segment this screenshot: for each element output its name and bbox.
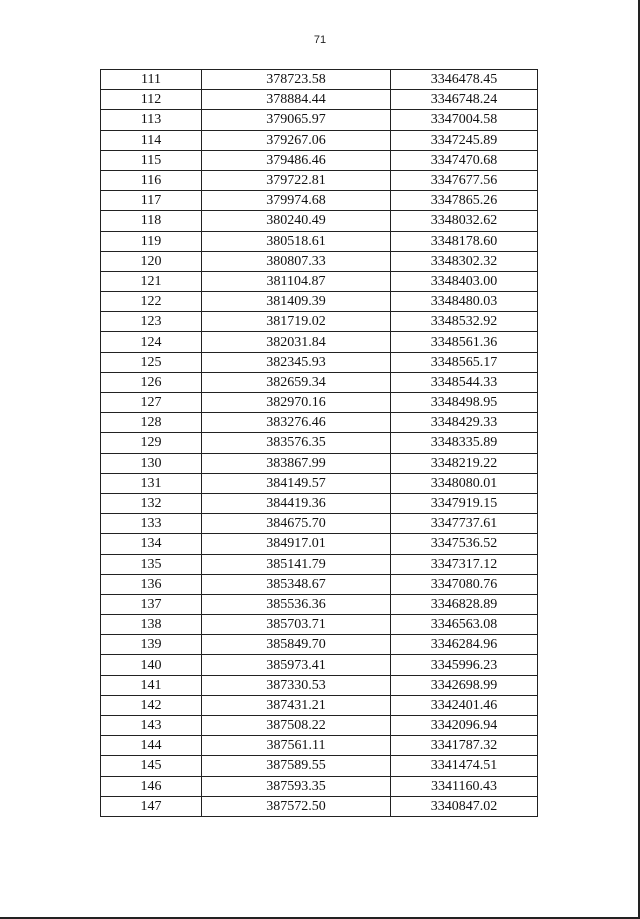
x-coordinate-cell: 379722.81 bbox=[202, 170, 391, 190]
point-number-cell: 124 bbox=[101, 332, 202, 352]
table-row bbox=[101, 534, 538, 554]
point-number-cell: 129 bbox=[101, 433, 202, 453]
point-number-cell: 146 bbox=[101, 776, 202, 796]
x-coordinate-cell: 382659.34 bbox=[202, 372, 391, 392]
x-coordinate-cell: 383576.35 bbox=[202, 433, 391, 453]
x-coordinate-cell: 382345.93 bbox=[202, 352, 391, 372]
point-number-cell: 113 bbox=[101, 110, 202, 130]
y-coordinate-cell: 3348403.00 bbox=[391, 271, 538, 291]
point-number-cell: 137 bbox=[101, 594, 202, 614]
x-coordinate-cell: 381719.02 bbox=[202, 312, 391, 332]
point-number-cell: 133 bbox=[101, 514, 202, 534]
x-coordinate-cell: 384917.01 bbox=[202, 534, 391, 554]
table-row bbox=[101, 150, 538, 170]
y-coordinate-cell: 3348532.92 bbox=[391, 312, 538, 332]
x-coordinate-cell: 385703.71 bbox=[202, 615, 391, 635]
x-coordinate-cell: 385348.67 bbox=[202, 574, 391, 594]
x-coordinate-cell: 387593.35 bbox=[202, 776, 391, 796]
table-row bbox=[101, 796, 538, 816]
y-coordinate-cell: 3340847.02 bbox=[391, 796, 538, 816]
y-coordinate-cell: 3347245.89 bbox=[391, 130, 538, 150]
x-coordinate-cell: 382031.84 bbox=[202, 332, 391, 352]
x-coordinate-cell: 380240.49 bbox=[202, 211, 391, 231]
x-coordinate-cell: 385536.36 bbox=[202, 594, 391, 614]
table-row bbox=[101, 716, 538, 736]
table-row bbox=[101, 292, 538, 312]
table-row bbox=[101, 393, 538, 413]
y-coordinate-cell: 3346828.89 bbox=[391, 594, 538, 614]
point-number-cell: 140 bbox=[101, 655, 202, 675]
x-coordinate-cell: 385849.70 bbox=[202, 635, 391, 655]
y-coordinate-cell: 3348429.33 bbox=[391, 413, 538, 433]
y-coordinate-cell: 3347317.12 bbox=[391, 554, 538, 574]
table-row bbox=[101, 211, 538, 231]
y-coordinate-cell: 3345996.23 bbox=[391, 655, 538, 675]
point-number-cell: 142 bbox=[101, 695, 202, 715]
y-coordinate-cell: 3347470.68 bbox=[391, 150, 538, 170]
point-number-cell: 138 bbox=[101, 615, 202, 635]
x-coordinate-cell: 378723.58 bbox=[202, 70, 391, 90]
page-number: 71 bbox=[313, 34, 327, 46]
point-number-cell: 139 bbox=[101, 635, 202, 655]
x-coordinate-cell: 381409.39 bbox=[202, 292, 391, 312]
table-row bbox=[101, 271, 538, 291]
x-coordinate-cell: 387330.53 bbox=[202, 675, 391, 695]
point-number-cell: 147 bbox=[101, 796, 202, 816]
y-coordinate-cell: 3348498.95 bbox=[391, 393, 538, 413]
x-coordinate-cell: 379974.68 bbox=[202, 191, 391, 211]
x-coordinate-cell: 387572.50 bbox=[202, 796, 391, 816]
point-number-cell: 134 bbox=[101, 534, 202, 554]
y-coordinate-cell: 3347080.76 bbox=[391, 574, 538, 594]
y-coordinate-cell: 3347737.61 bbox=[391, 514, 538, 534]
x-coordinate-cell: 380518.61 bbox=[202, 231, 391, 251]
table-row bbox=[101, 433, 538, 453]
y-coordinate-cell: 3348561.36 bbox=[391, 332, 538, 352]
point-number-cell: 145 bbox=[101, 756, 202, 776]
table-row bbox=[101, 514, 538, 534]
y-coordinate-cell: 3347865.26 bbox=[391, 191, 538, 211]
x-coordinate-cell: 379486.46 bbox=[202, 150, 391, 170]
table-row bbox=[101, 493, 538, 513]
x-coordinate-cell: 387431.21 bbox=[202, 695, 391, 715]
x-coordinate-cell: 383276.46 bbox=[202, 413, 391, 433]
table-row bbox=[101, 635, 538, 655]
table-row bbox=[101, 615, 538, 635]
point-number-cell: 118 bbox=[101, 211, 202, 231]
table-row bbox=[101, 736, 538, 756]
x-coordinate-cell: 387589.55 bbox=[202, 756, 391, 776]
y-coordinate-cell: 3341160.43 bbox=[391, 776, 538, 796]
x-coordinate-cell: 379267.06 bbox=[202, 130, 391, 150]
y-coordinate-cell: 3348080.01 bbox=[391, 473, 538, 493]
table-row bbox=[101, 312, 538, 332]
table-row bbox=[101, 594, 538, 614]
point-number-cell: 143 bbox=[101, 716, 202, 736]
point-number-cell: 120 bbox=[101, 251, 202, 271]
table-row bbox=[101, 170, 538, 190]
point-number-cell: 128 bbox=[101, 413, 202, 433]
point-number-cell: 112 bbox=[101, 90, 202, 110]
y-coordinate-cell: 3348544.33 bbox=[391, 372, 538, 392]
x-coordinate-cell: 381104.87 bbox=[202, 271, 391, 291]
y-coordinate-cell: 3348219.22 bbox=[391, 453, 538, 473]
x-coordinate-cell: 380807.33 bbox=[202, 251, 391, 271]
x-coordinate-cell: 384419.36 bbox=[202, 493, 391, 513]
point-number-cell: 116 bbox=[101, 170, 202, 190]
y-coordinate-cell: 3342401.46 bbox=[391, 695, 538, 715]
point-number-cell: 136 bbox=[101, 574, 202, 594]
table-row bbox=[101, 574, 538, 594]
table-row bbox=[101, 251, 538, 271]
table-row bbox=[101, 695, 538, 715]
x-coordinate-cell: 387561.11 bbox=[202, 736, 391, 756]
point-number-cell: 111 bbox=[101, 70, 202, 90]
table-row bbox=[101, 352, 538, 372]
x-coordinate-cell: 383867.99 bbox=[202, 453, 391, 473]
x-coordinate-cell: 384675.70 bbox=[202, 514, 391, 534]
table-row bbox=[101, 453, 538, 473]
point-number-cell: 121 bbox=[101, 271, 202, 291]
x-coordinate-cell: 387508.22 bbox=[202, 716, 391, 736]
table-row bbox=[101, 413, 538, 433]
table-row bbox=[101, 231, 538, 251]
y-coordinate-cell: 3348178.60 bbox=[391, 231, 538, 251]
point-number-cell: 132 bbox=[101, 493, 202, 513]
table-row bbox=[101, 776, 538, 796]
x-coordinate-cell: 384149.57 bbox=[202, 473, 391, 493]
point-number-cell: 126 bbox=[101, 372, 202, 392]
y-coordinate-cell: 3346748.24 bbox=[391, 90, 538, 110]
x-coordinate-cell: 378884.44 bbox=[202, 90, 391, 110]
y-coordinate-cell: 3346563.08 bbox=[391, 615, 538, 635]
point-number-cell: 117 bbox=[101, 191, 202, 211]
point-number-cell: 141 bbox=[101, 675, 202, 695]
point-number-cell: 115 bbox=[101, 150, 202, 170]
y-coordinate-cell: 3348565.17 bbox=[391, 352, 538, 372]
table-row bbox=[101, 90, 538, 110]
point-number-cell: 131 bbox=[101, 473, 202, 493]
point-number-cell: 127 bbox=[101, 393, 202, 413]
table-row bbox=[101, 70, 538, 90]
table-row bbox=[101, 372, 538, 392]
point-number-cell: 130 bbox=[101, 453, 202, 473]
y-coordinate-cell: 3347677.56 bbox=[391, 170, 538, 190]
point-number-cell: 135 bbox=[101, 554, 202, 574]
y-coordinate-cell: 3341787.32 bbox=[391, 736, 538, 756]
point-number-cell: 144 bbox=[101, 736, 202, 756]
y-coordinate-cell: 3348032.62 bbox=[391, 211, 538, 231]
y-coordinate-cell: 3347919.15 bbox=[391, 493, 538, 513]
coordinates-table-body bbox=[101, 70, 538, 817]
point-number-cell: 119 bbox=[101, 231, 202, 251]
table-row bbox=[101, 110, 538, 130]
y-coordinate-cell: 3347536.52 bbox=[391, 534, 538, 554]
x-coordinate-cell: 382970.16 bbox=[202, 393, 391, 413]
point-number-cell: 114 bbox=[101, 130, 202, 150]
table-row bbox=[101, 756, 538, 776]
table-row bbox=[101, 554, 538, 574]
table-row bbox=[101, 655, 538, 675]
x-coordinate-cell: 379065.97 bbox=[202, 110, 391, 130]
table-row bbox=[101, 191, 538, 211]
y-coordinate-cell: 3342096.94 bbox=[391, 716, 538, 736]
y-coordinate-cell: 3348302.32 bbox=[391, 251, 538, 271]
y-coordinate-cell: 3348480.03 bbox=[391, 292, 538, 312]
table-row bbox=[101, 130, 538, 150]
point-number-cell: 123 bbox=[101, 312, 202, 332]
y-coordinate-cell: 3348335.89 bbox=[391, 433, 538, 453]
coordinates-table bbox=[100, 69, 538, 817]
y-coordinate-cell: 3341474.51 bbox=[391, 756, 538, 776]
x-coordinate-cell: 385973.41 bbox=[202, 655, 391, 675]
y-coordinate-cell: 3347004.58 bbox=[391, 110, 538, 130]
point-number-cell: 125 bbox=[101, 352, 202, 372]
y-coordinate-cell: 3346284.96 bbox=[391, 635, 538, 655]
table-row bbox=[101, 473, 538, 493]
y-coordinate-cell: 3346478.45 bbox=[391, 70, 538, 90]
y-coordinate-cell: 3342698.99 bbox=[391, 675, 538, 695]
point-number-cell: 122 bbox=[101, 292, 202, 312]
table-row bbox=[101, 675, 538, 695]
x-coordinate-cell: 385141.79 bbox=[202, 554, 391, 574]
table-row bbox=[101, 332, 538, 352]
